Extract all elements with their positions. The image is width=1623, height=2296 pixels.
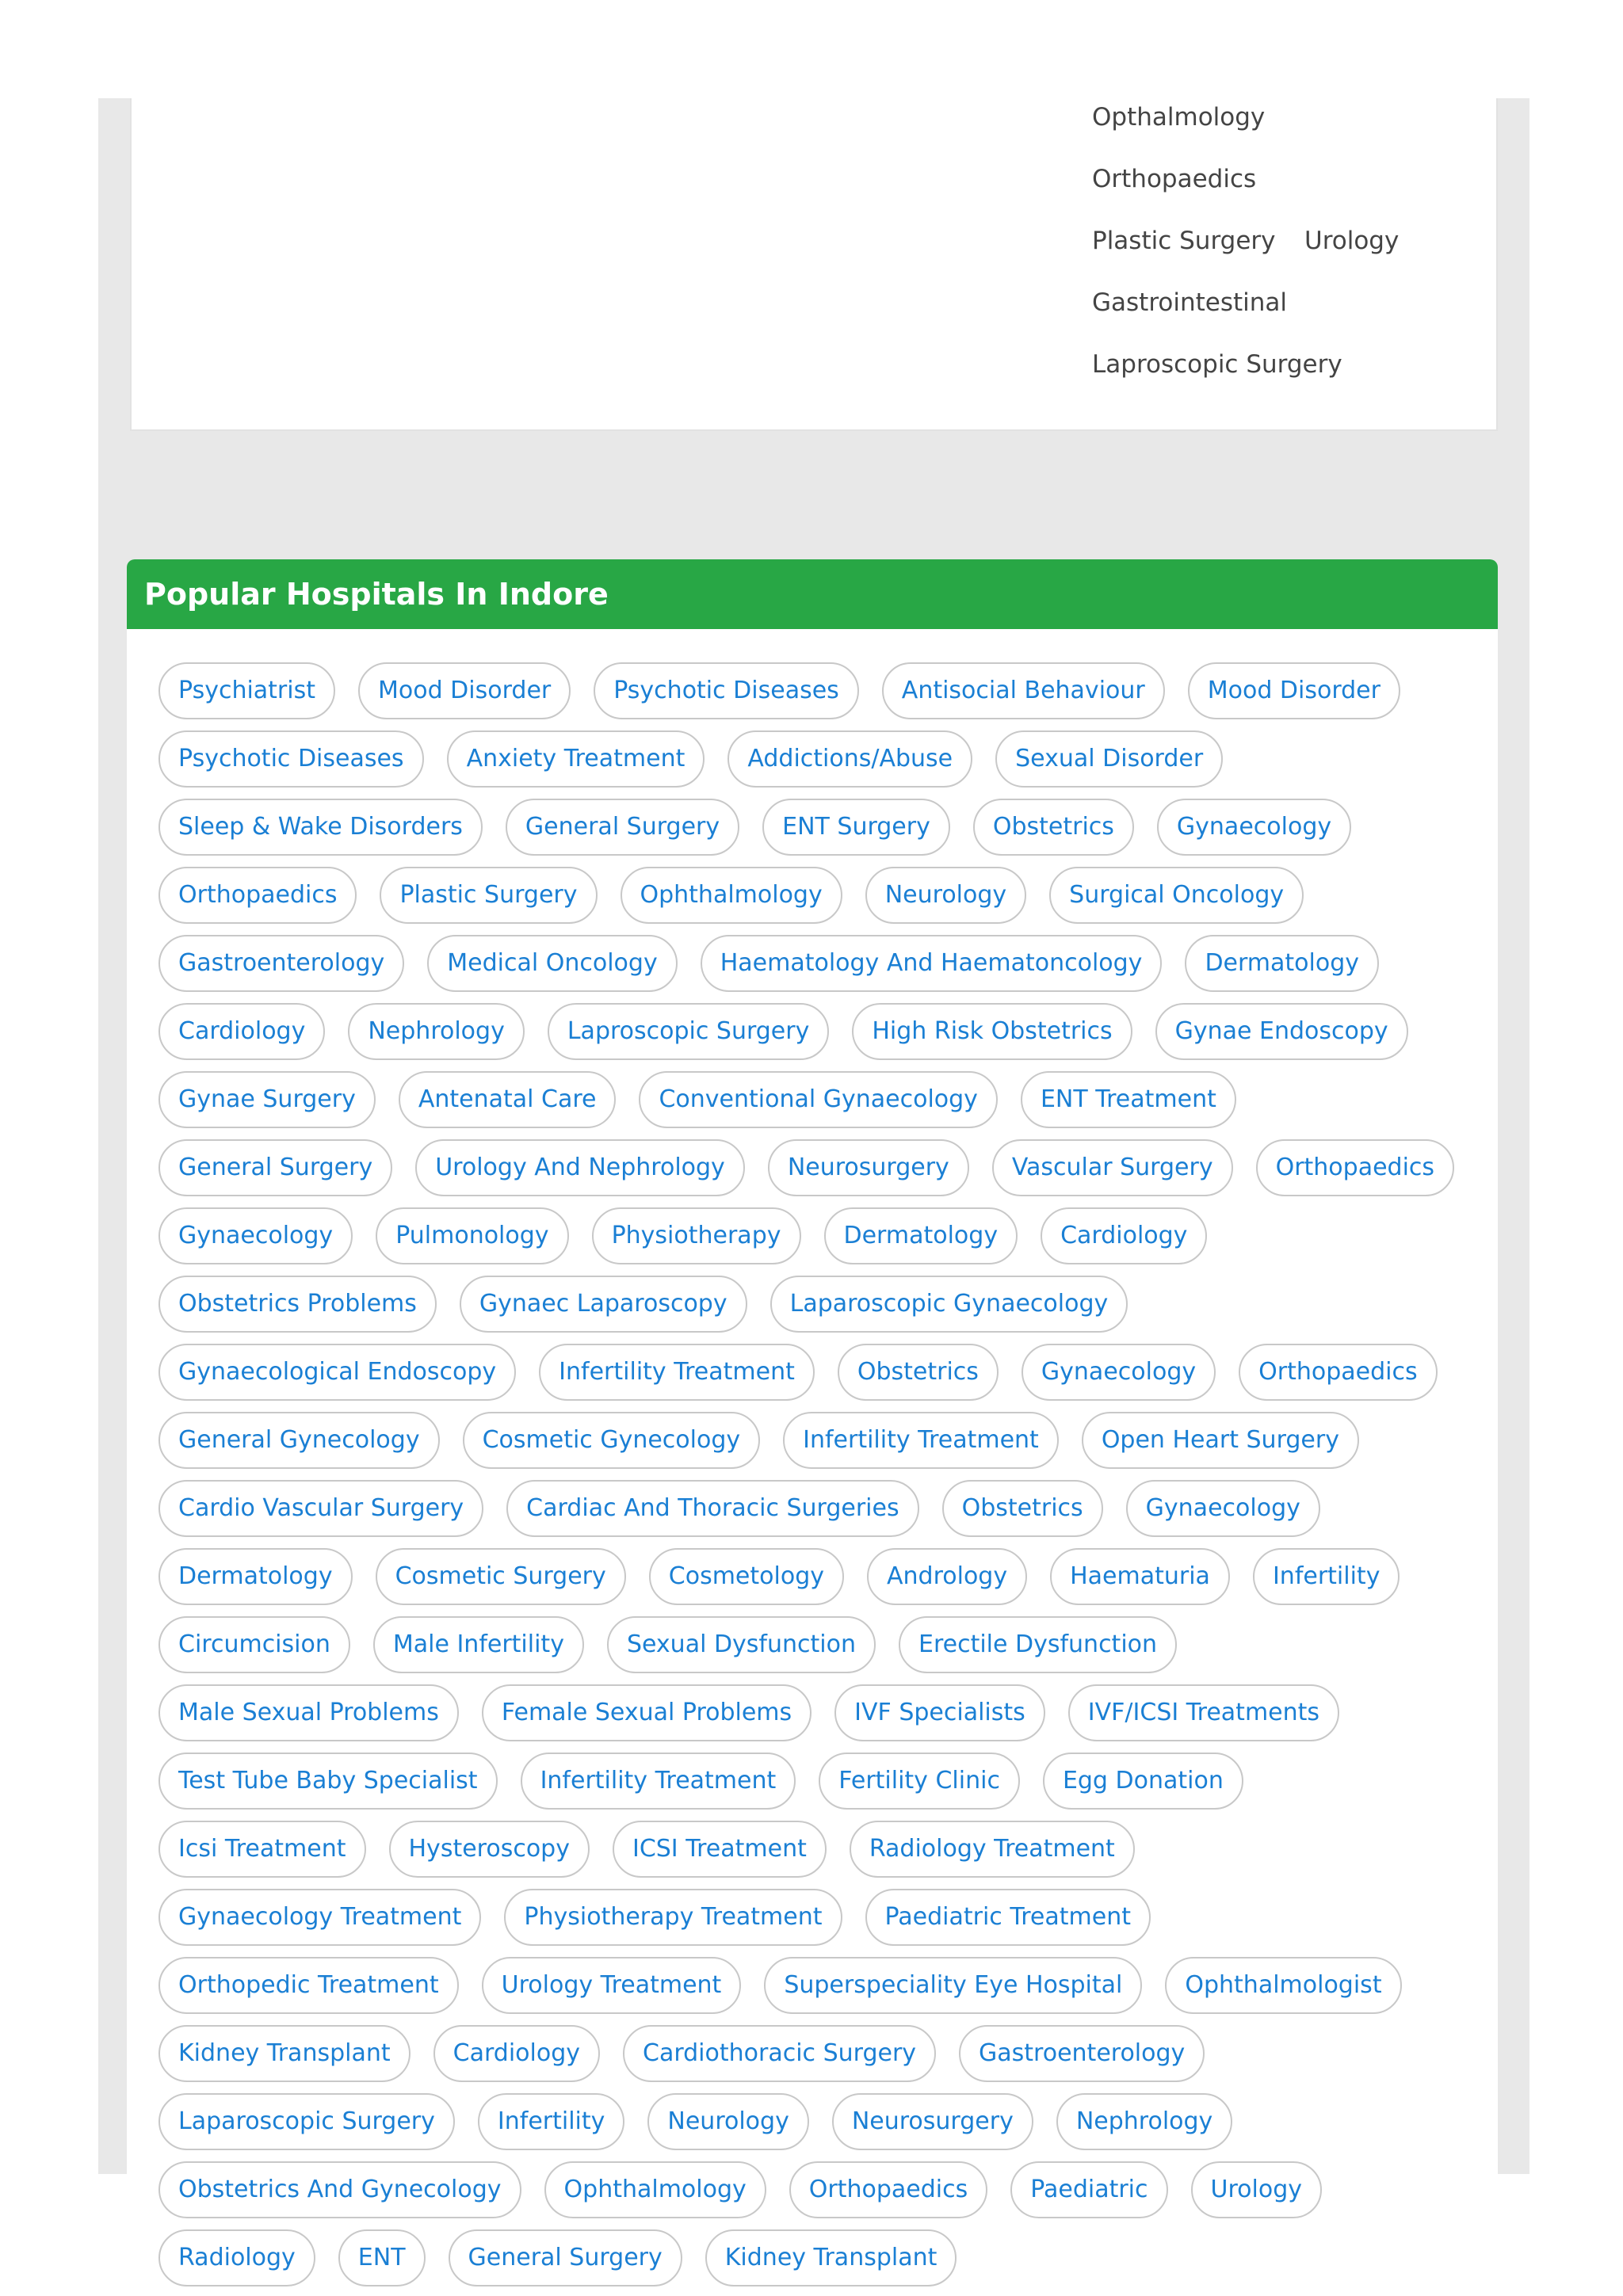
speciality-tag[interactable]: Haematology And Haematoncology (701, 935, 1163, 992)
speciality-tag[interactable]: Antisocial Behaviour (882, 662, 1165, 719)
speciality-tag-cloud (158, 662, 1458, 2286)
speciality-tag[interactable]: Cardiology (433, 2025, 600, 2082)
speciality-tag[interactable]: Mood Disorder (358, 662, 571, 719)
speciality-tag[interactable]: Pulmonology (376, 1207, 568, 1264)
speciality-tag[interactable]: Obstetrics (838, 1344, 999, 1401)
speciality-tag[interactable]: Radiology Treatment (850, 1821, 1135, 1878)
speciality-tag[interactable]: Psychiatrist (158, 662, 335, 719)
speciality-tag[interactable]: Cosmetology (649, 1548, 844, 1605)
speciality-tag[interactable]: Orthopaedics (158, 867, 357, 924)
speciality-tag[interactable]: Infertility Treatment (783, 1412, 1059, 1469)
speciality-tag[interactable]: Infertility (478, 2093, 625, 2150)
speciality-item[interactable]: Orthopaedics (1092, 165, 1257, 193)
speciality-tag[interactable]: Neurology (647, 2093, 808, 2150)
speciality-tag[interactable]: Obstetrics Problems (158, 1276, 437, 1333)
speciality-tag[interactable]: Neurosurgery (768, 1139, 969, 1196)
speciality-tag[interactable]: Gynaecology (158, 1207, 353, 1264)
speciality-tag[interactable]: Ophthalmology (621, 867, 842, 924)
speciality-tag[interactable]: ENT (338, 2229, 426, 2286)
speciality-tag[interactable]: High Risk Obstetrics (852, 1003, 1132, 1060)
speciality-tag[interactable]: Cardiac And Thoracic Surgeries (506, 1480, 918, 1537)
speciality-tag[interactable]: Physiotherapy (592, 1207, 801, 1264)
speciality-tag[interactable]: Anxiety Treatment (447, 730, 705, 788)
speciality-tag[interactable]: Sleep & Wake Disorders (158, 799, 483, 856)
speciality-tag[interactable]: Kidney Transplant (158, 2025, 411, 2082)
speciality-tag[interactable]: Dermatology (158, 1548, 353, 1605)
speciality-item[interactable]: Plastic Surgery (1092, 227, 1276, 255)
speciality-tag[interactable]: Sexual Disorder (995, 730, 1223, 788)
speciality-tag[interactable]: Haematuria (1050, 1548, 1230, 1605)
speciality-tag[interactable]: Superspeciality Eye Hospital (764, 1957, 1142, 2014)
speciality-tag[interactable]: IVF Specialists (834, 1684, 1045, 1741)
popular-hospitals-title: Popular Hospitals In Indore (144, 577, 609, 612)
speciality-tag[interactable]: Icsi Treatment (158, 1821, 366, 1878)
speciality-item[interactable]: Gastrointestinal (1092, 288, 1288, 317)
speciality-tag[interactable]: Male Infertility (373, 1616, 584, 1673)
speciality-tag[interactable]: Infertility (1253, 1548, 1400, 1605)
speciality-card (130, 98, 1498, 431)
speciality-tag[interactable]: Gynaecological Endoscopy (158, 1344, 516, 1401)
speciality-tag[interactable]: Gynaec Laparoscopy (460, 1276, 747, 1333)
speciality-tag[interactable]: Physiotherapy Treatment (504, 1889, 842, 1946)
speciality-tag[interactable]: ENT Surgery (762, 799, 950, 856)
speciality-tag[interactable]: Cosmetic Gynecology (463, 1412, 761, 1469)
speciality-tag[interactable]: Neurosurgery (832, 2093, 1033, 2150)
speciality-tag[interactable]: Sexual Dysfunction (607, 1616, 876, 1673)
speciality-tag[interactable]: Laproscopic Surgery (548, 1003, 830, 1060)
speciality-tag[interactable]: Gynaecology (1022, 1344, 1216, 1401)
speciality-item[interactable]: Laproscopic Surgery (1092, 350, 1342, 379)
speciality-tag[interactable]: Gastroenterology (959, 2025, 1205, 2082)
speciality-item[interactable]: Opthalmology (1092, 103, 1266, 132)
speciality-tag[interactable]: Nephrology (1056, 2093, 1232, 2150)
speciality-tag[interactable]: Psychotic Diseases (158, 730, 424, 788)
popular-hospitals-card (127, 559, 1498, 2271)
speciality-tag[interactable]: Cosmetic Surgery (376, 1548, 626, 1605)
speciality-tag[interactable]: Cardiology (158, 1003, 325, 1060)
speciality-tag[interactable]: Kidney Transplant (705, 2229, 957, 2286)
speciality-tag[interactable]: Infertility Treatment (539, 1344, 815, 1401)
speciality-tag[interactable]: Obstetrics (942, 1480, 1103, 1537)
speciality-tag[interactable]: Open Heart Surgery (1082, 1412, 1359, 1469)
speciality-tag[interactable]: Addictions/Abuse (727, 730, 972, 788)
speciality-tag[interactable]: IVF/ICSI Treatments (1068, 1684, 1339, 1741)
speciality-tag[interactable]: Circumcision (158, 1616, 350, 1673)
speciality-tag[interactable]: General Surgery (449, 2229, 682, 2286)
speciality-tag[interactable]: Male Sexual Problems (158, 1684, 459, 1741)
speciality-tag[interactable]: Plastic Surgery (380, 867, 597, 924)
speciality-tag[interactable]: Paediatric (1010, 2161, 1167, 2218)
speciality-tag[interactable]: Orthopaedics (1256, 1139, 1454, 1196)
speciality-tag[interactable]: Infertility Treatment (521, 1753, 796, 1810)
speciality-tag[interactable]: Obstetrics (973, 799, 1134, 856)
speciality-tag[interactable]: Urology And Nephrology (415, 1139, 745, 1196)
speciality-tag[interactable]: Medical Oncology (427, 935, 677, 992)
speciality-tag[interactable]: Orthopedic Treatment (158, 1957, 459, 2014)
speciality-tag[interactable]: Female Sexual Problems (482, 1684, 812, 1741)
speciality-tag[interactable]: Egg Donation (1043, 1753, 1243, 1810)
speciality-tag[interactable]: Nephrology (348, 1003, 524, 1060)
speciality-tag[interactable]: Dermatology (824, 1207, 1018, 1264)
speciality-tag[interactable]: Urology (1191, 2161, 1322, 2218)
speciality-tag[interactable]: Obstetrics And Gynecology (158, 2161, 521, 2218)
speciality-tag[interactable]: Hysteroscopy (389, 1821, 590, 1878)
speciality-tag[interactable]: Gynaecology (1126, 1480, 1320, 1537)
speciality-tag[interactable]: General Surgery (158, 1139, 392, 1196)
speciality-tag[interactable]: Erectile Dysfunction (899, 1616, 1177, 1673)
speciality-item[interactable]: Urology (1304, 227, 1400, 255)
speciality-tag[interactable]: Gastroenterology (158, 935, 404, 992)
speciality-tag[interactable]: Mood Disorder (1188, 662, 1400, 719)
speciality-tag[interactable]: Surgical Oncology (1049, 867, 1304, 924)
speciality-tag[interactable]: Cardiothoracic Surgery (623, 2025, 936, 2082)
speciality-tag[interactable]: ICSI Treatment (613, 1821, 827, 1878)
speciality-tag[interactable]: Gynaecology Treatment (158, 1889, 481, 1946)
speciality-tag[interactable]: Test Tube Baby Specialist (158, 1753, 498, 1810)
speciality-tag[interactable]: General Surgery (506, 799, 739, 856)
speciality-tag[interactable]: Psychotic Diseases (594, 662, 859, 719)
speciality-tag[interactable]: Laparoscopic Surgery (158, 2093, 455, 2150)
speciality-tag[interactable]: Vascular Surgery (992, 1139, 1233, 1196)
speciality-tag[interactable]: Neurology (865, 867, 1026, 924)
speciality-tag[interactable]: Laparoscopic Gynaecology (770, 1276, 1128, 1333)
speciality-tag[interactable]: Orthopaedics (789, 2161, 987, 2218)
speciality-tag[interactable]: General Gynecology (158, 1412, 440, 1469)
speciality-tag[interactable]: Andrology (867, 1548, 1027, 1605)
speciality-tag[interactable]: Ophthalmologist (1165, 1957, 1401, 2014)
speciality-tag[interactable]: Orthopaedics (1239, 1344, 1437, 1401)
speciality-tag[interactable]: Fertility Clinic (819, 1753, 1020, 1810)
speciality-tag[interactable]: ENT Treatment (1021, 1071, 1236, 1128)
speciality-tag[interactable]: Paediatric Treatment (865, 1889, 1151, 1946)
speciality-tag[interactable]: Cardio Vascular Surgery (158, 1480, 483, 1537)
speciality-tag[interactable]: Gynae Endoscopy (1155, 1003, 1408, 1060)
speciality-tag[interactable]: Dermatology (1185, 935, 1379, 992)
speciality-tag[interactable]: Gynae Surgery (158, 1071, 376, 1128)
speciality-tag[interactable]: Urology Treatment (482, 1957, 742, 2014)
speciality-tag[interactable]: Gynaecology (1157, 799, 1351, 856)
speciality-tag[interactable]: Radiology (158, 2229, 315, 2286)
speciality-tag[interactable]: Antenatal Care (399, 1071, 617, 1128)
speciality-tag[interactable]: Ophthalmology (544, 2161, 766, 2218)
speciality-tag[interactable]: Cardiology (1041, 1207, 1207, 1264)
speciality-tag[interactable]: Conventional Gynaecology (639, 1071, 997, 1128)
popular-hospitals-header (127, 559, 1498, 629)
